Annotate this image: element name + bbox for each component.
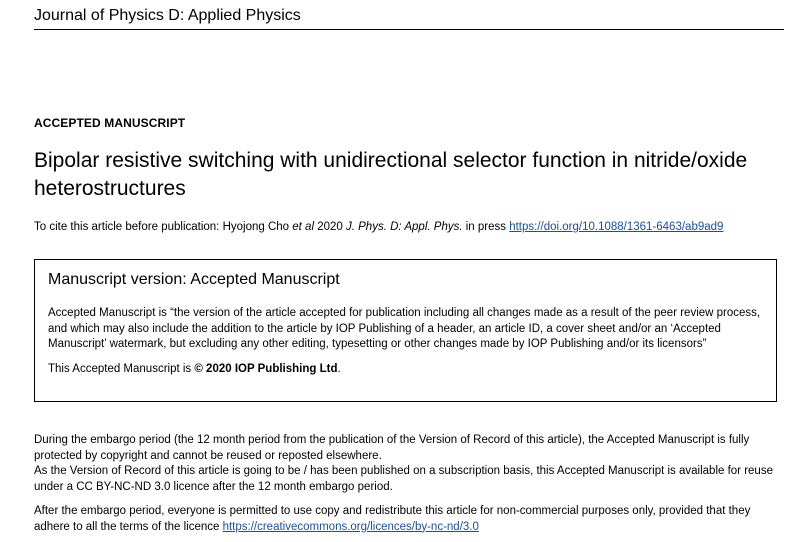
- embargo-paragraph-2: As the Version of Record of this article is going to be / has been published on a subscription basis, this Accepted Manuscript is available for reuse under a CC BY-NC-ND 3.0 licence after the 12 month embargo period.: [34, 465, 773, 493]
- copyright-holder: © 2020 IOP Publishing Ltd: [194, 363, 338, 375]
- accepted-manuscript-label: ACCEPTED MANUSCRIPT: [34, 116, 186, 130]
- embargo-notice: [34, 433, 779, 495]
- citation-journal: J. Phys. D: Appl. Phys.: [346, 221, 463, 233]
- licence-link[interactable]: https://creativecommons.org/licences/by-nc-nd/3.0: [222, 520, 479, 533]
- doi-link[interactable]: https://doi.org/10.1088/1361-6463/ab9ad9: [509, 221, 724, 233]
- manuscript-version-box: [34, 259, 777, 402]
- post-embargo-text: After the embargo period, everyone is permitted to use copy and redistribute this article for non-commercial purposes only, provided that they adhere to all the terms of the licence: [34, 505, 751, 533]
- version-title: Manuscript version: Accepted Manuscript: [48, 271, 340, 288]
- copyright-suffix: .: [337, 363, 341, 375]
- journal-header: [34, 5, 784, 30]
- citation-line: [34, 221, 723, 233]
- citation-status: in press: [462, 221, 510, 233]
- embargo-paragraph-1: During the embargo period (the 12 month period from the publication of the Version of Record of this article), the Accepted Manuscript is fully protected by copyright and cannot be reused or reposted elsewhere.: [34, 434, 750, 462]
- copyright-prefix: This Accepted Manuscript is: [48, 363, 195, 375]
- citation-etal: et al: [292, 221, 315, 233]
- citation-prefix: To cite this article before publication: Hyojong Cho: [34, 221, 293, 233]
- copyright-line: [48, 363, 341, 375]
- article-title: Bipolar resistive switching with unidirectional selector function in nitride/oxide heterostructures: [34, 149, 748, 200]
- citation-year: 2020: [314, 221, 346, 233]
- journal-name: Journal of Physics D: Applied Physics: [34, 7, 301, 24]
- version-definition: Accepted Manuscript is “the version of the article accepted for publication including all changes made as a result of the peer review process, and which may also include the addition to the article by IOP Publishing of a header, an article ID, a cover sheet and/or an ‘Accepted Manuscript’ watermark, but excluding any other editing, typesetting or other changes made by IOP Publishing and/or its licensors”: [48, 307, 761, 350]
- post-embargo-notice: [34, 504, 779, 535]
